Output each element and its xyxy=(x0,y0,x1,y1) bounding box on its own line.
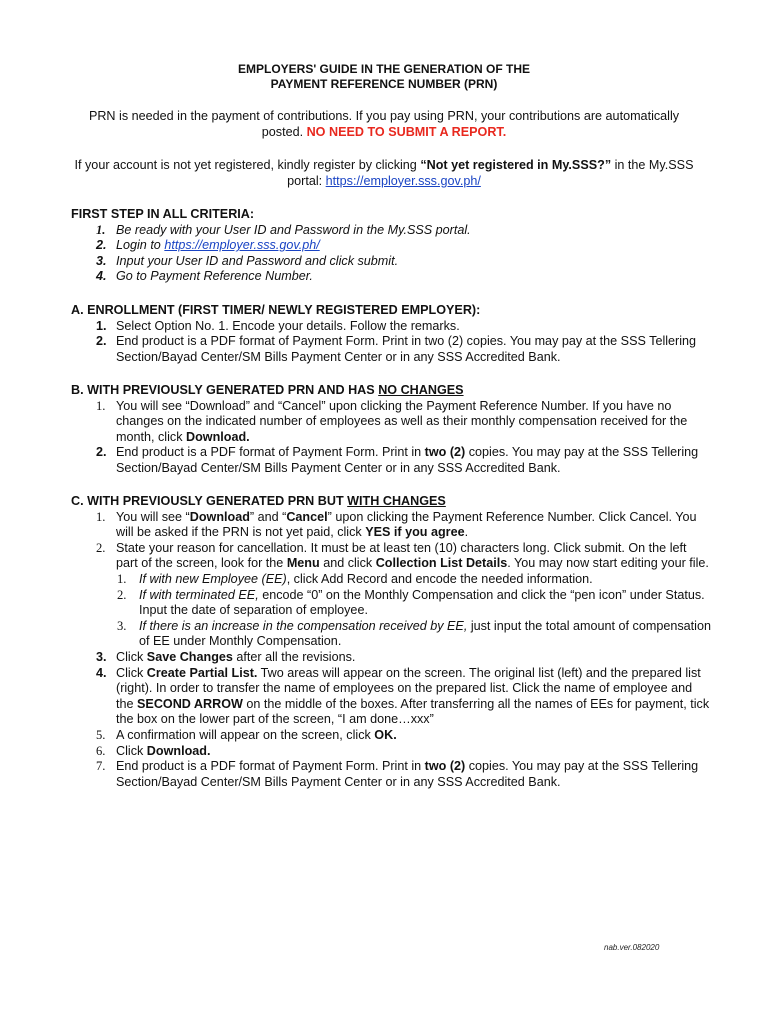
list-item: 3. Input your User ID and Password and click submit. xyxy=(96,253,399,268)
intro-paragraph-2 xyxy=(70,158,698,189)
login-link[interactable]: https://employer.sss.gov.ph/ xyxy=(164,238,320,253)
first-step-heading: FIRST STEP IN ALL CRITERIA: xyxy=(71,207,255,221)
list-item: 4. Click Create Partial List. Two areas will appear on the screen. The original list (left) and the prepared list (right). In order to transfer the name of employees on the prepared list. Click the name of employee and the SECOND ARROW on the middle of the boxes. After transferring all the names of EEs for payment, tick the box on the lower part of the screen, “I am done…xxx” xyxy=(96,665,710,727)
title-line-1: EMPLOYERS' GUIDE IN THE GENERATION OF THE xyxy=(238,62,530,76)
section-c-sublist xyxy=(71,572,711,650)
section-c-list xyxy=(71,510,711,791)
section-a xyxy=(71,303,711,365)
list-item: 2. If with terminated EE, encode “0” on the Monthly Compensation and click the “pen icon” under Status. Input the date of separation of employee. xyxy=(117,587,705,618)
intro-1-text: PRN is needed in the payment of contributions. If you pay using PRN, your contributions are automatically posted. xyxy=(88,109,680,139)
list-item: 1. Select Option No. 1. Encode your details. Follow the remarks. xyxy=(96,318,460,333)
version-footer: nab.ver.082020 xyxy=(604,943,660,952)
section-c-heading: C. WITH PREVIOUSLY GENERATED PRN BUT WITH CHANGES xyxy=(71,494,446,508)
section-b-list xyxy=(71,399,711,477)
list-item: 4. Go to Payment Reference Number. xyxy=(96,269,313,284)
list-item: 6. Click Download. xyxy=(96,743,211,758)
register-button-label: “Not yet registered in My.SSS?” xyxy=(420,158,612,172)
list-item: 2. Login to https://employer.sss.gov.ph/ xyxy=(96,238,320,253)
list-item: 2. End product is a PDF format of Payment Form. Print in two (2) copies. You may pay at the SSS Tellering Section/Bayad Center/SM Bills Payment Center or in any SSS Accredited Bank. xyxy=(96,334,697,364)
list-item: 2. State your reason for cancellation. It must be at least ten (10) characters long. Click submit. On the left part of the screen, look for the Menu and click Collection List Details. You may now start editing your file. 1. If with new Employee (EE), click Add Record and encode the needed information. 2. If with terminated EE, encode “0” on the Monthly Compensation and click the “pen icon” under Status. Input the date of separation of employee. 3. If there is an increase in the compensation received by EE, just input the total amount of compensation of EE under Monthly Compensation. xyxy=(71,541,711,650)
list-item: 7. End product is a PDF format of Payment Form. Print in two (2) copies. You may pay at the SSS Tellering Section/Bayad Center/SM Bills Payment Center or in any SSS Accredited Bank. xyxy=(96,759,699,789)
first-step-section xyxy=(71,207,711,285)
first-step-list xyxy=(71,223,711,285)
portal-link[interactable]: https://employer.sss.gov.ph/ xyxy=(325,173,481,188)
list-item: 3. If there is an increase in the compensation received by EE, just input the total amount of compensation of EE under Monthly Compensation. xyxy=(117,618,711,649)
list-item: 1. You will see “Download” and “Cancel” upon clicking the Payment Reference Number. Click Cancel. You will be asked if the PRN is not yet paid, click YES if you agree. xyxy=(96,509,697,540)
section-c xyxy=(71,494,711,790)
list-item: 1. If with new Employee (EE), click Add Record and encode the needed information. xyxy=(117,571,593,586)
no-report-notice: NO NEED TO SUBMIT A REPORT. xyxy=(306,124,507,139)
intro-2-text-b: in the My.SSS portal: xyxy=(287,158,694,188)
intro-2-text-a: If your account is not yet registered, kindly register by clicking xyxy=(74,158,417,172)
page-title xyxy=(0,62,768,92)
section-b xyxy=(71,383,711,477)
title-line-2: PAYMENT REFERENCE NUMBER (PRN) xyxy=(270,77,498,91)
list-item: 1. Be ready with your User ID and Password in the My.SSS portal. xyxy=(96,222,471,237)
section-b-heading: B. WITH PREVIOUSLY GENERATED PRN AND HAS NO CHANGES xyxy=(71,383,464,397)
section-a-list xyxy=(71,319,711,366)
section-a-heading: A. ENROLLMENT (FIRST TIMER/ NEWLY REGISTERED EMPLOYER): xyxy=(71,303,481,317)
list-item: 5. A confirmation will appear on the screen, click OK. xyxy=(96,727,397,742)
list-item: 1. You will see “Download” and “Cancel” upon clicking the Payment Reference Number. If you have no changes on the indicated number of employees as well as their monthly compensation received for the month, click Download. xyxy=(96,398,688,444)
list-item: 2. End product is a PDF format of Payment Form. Print in two (2) copies. You may pay at the SSS Tellering Section/Bayad Center/SM Bills Payment Center or in any SSS Accredited Bank. xyxy=(96,445,699,475)
list-item: 3. Click Save Changes after all the revisions. xyxy=(96,649,356,664)
intro-paragraph-1 xyxy=(70,109,698,140)
